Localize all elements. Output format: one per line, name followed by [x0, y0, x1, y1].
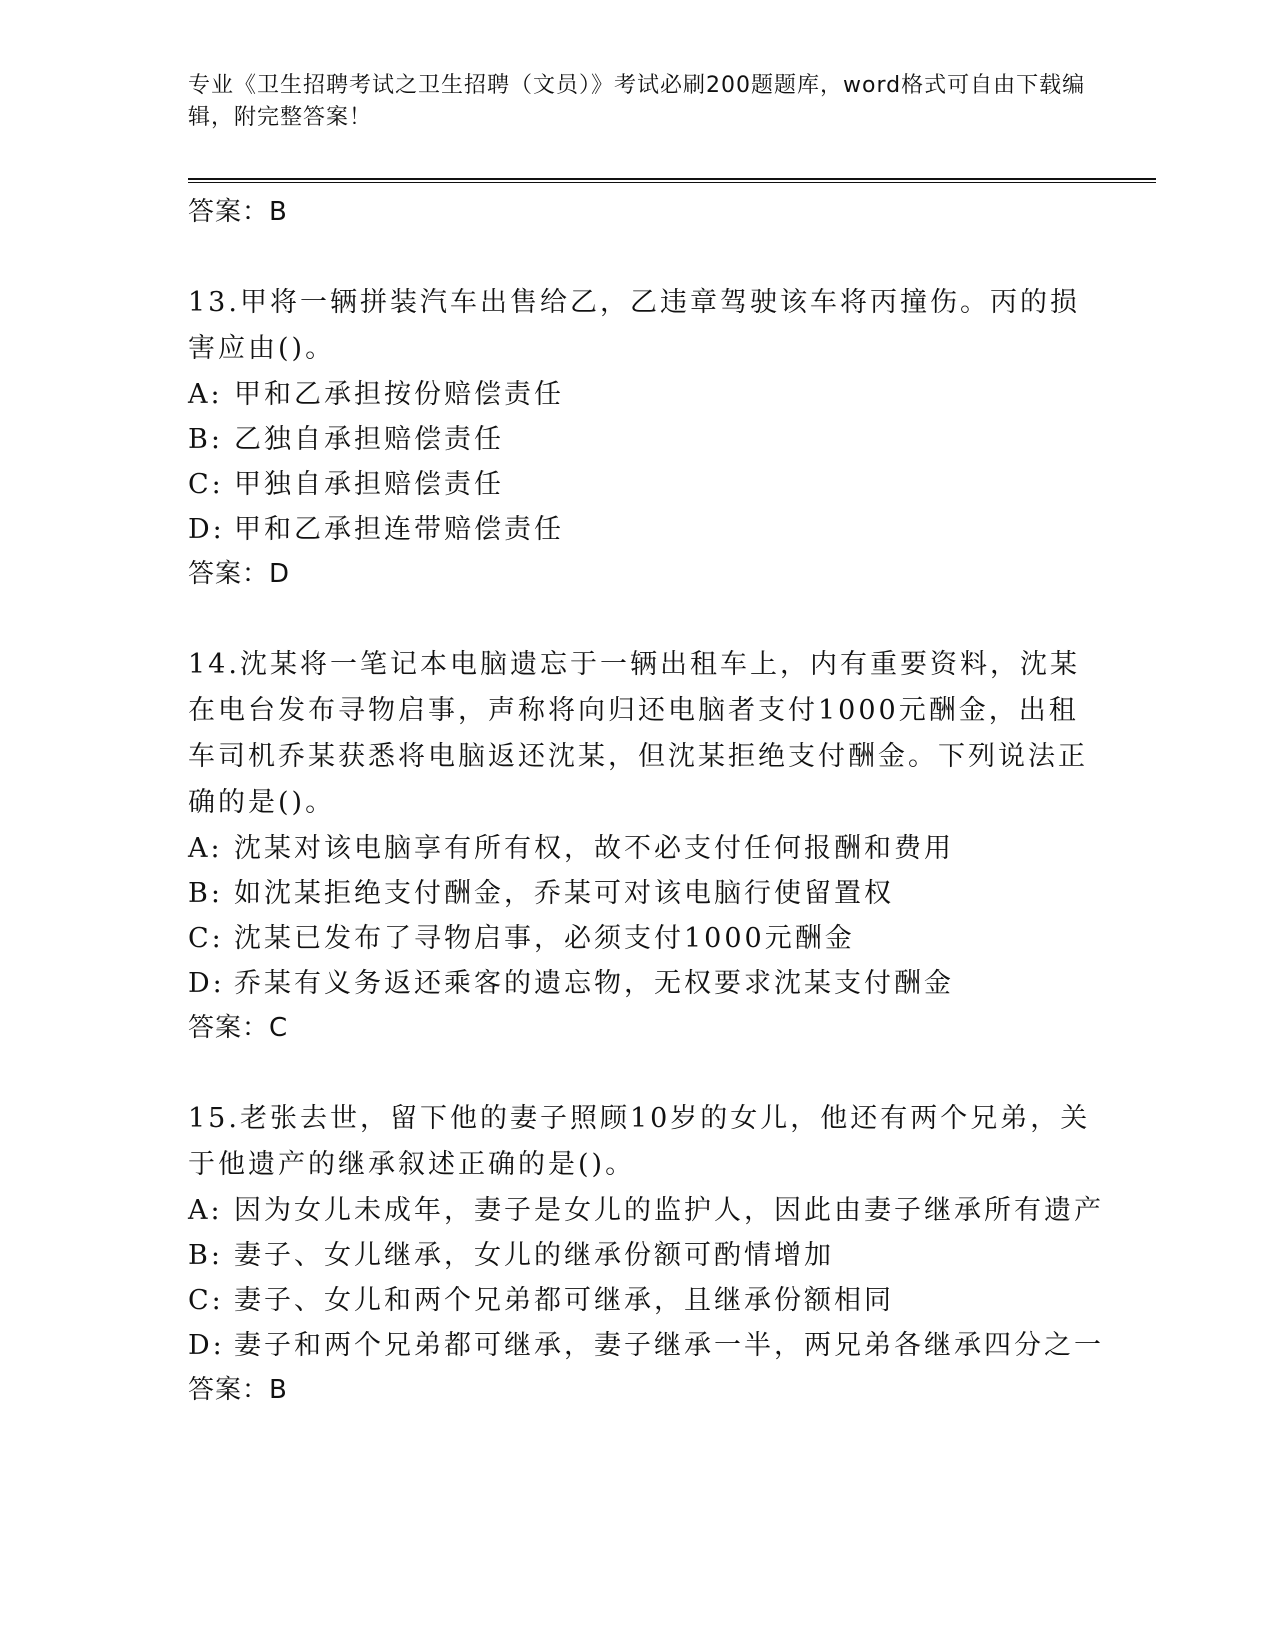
option-letter: C:: [188, 469, 224, 500]
option-d: [188, 507, 1108, 552]
option-letter: A:: [188, 1195, 223, 1226]
option-text: 因为女儿未成年，妻子是女儿的监护人，因此由妻子继承所有遗产: [234, 1195, 1104, 1226]
answer-line: 答案：D: [188, 559, 291, 589]
question-block: [188, 642, 1108, 1050]
option-text: 如沈某拒绝支付酬金，乔某可对该电脑行使留置权: [234, 878, 894, 909]
option-letter: B:: [188, 424, 223, 455]
option-text: 乔某有义务返还乘客的遗忘物，无权要求沈某支付酬金: [234, 968, 954, 999]
option-letter: A:: [188, 379, 223, 410]
option-text: 沈某已发布了寻物启事，必须支付1000元酬金: [234, 923, 855, 954]
option-d: [188, 1323, 1108, 1368]
option-a: [188, 372, 1108, 417]
option-text: 沈某对该电脑享有所有权，故不必支付任何报酬和费用: [234, 833, 954, 864]
option-c: [188, 916, 1108, 961]
option-text: 妻子、女儿和两个兄弟都可继承，且继承份额相同: [234, 1285, 894, 1316]
question-stem: 13.甲将一辆拼装汽车出售给乙，乙违章驾驶该车将丙撞伤。丙的损害应由()。: [188, 287, 1080, 364]
option-letter: D:: [188, 968, 225, 999]
option-text: 妻子和两个兄弟都可继承，妻子继承一半，两兄弟各继承四分之一: [234, 1330, 1104, 1361]
answer-line: 答案：B: [188, 1375, 288, 1405]
question-list: [188, 190, 1108, 1412]
option-c: [188, 462, 1108, 507]
option-d: [188, 961, 1108, 1006]
option-letter: D:: [188, 1330, 225, 1361]
option-c: [188, 1278, 1108, 1323]
answer-line: 答案：B: [188, 197, 288, 227]
page-header: 专业《卫生招聘考试之卫生招聘（文员）》考试必刷200题题库，word格式可自由下载编辑，附完整答案！: [188, 73, 1086, 130]
option-b: [188, 417, 1108, 462]
question-stem: 14.沈某将一笔记本电脑遗忘于一辆出租车上，内有重要资料，沈某在电台发布寻物启事，声称将向归还电脑者支付1000元酬金，出租车司机乔某获悉将电脑返还沈某，但沈某拒绝支付酬金。下列说法正确的是()。: [188, 649, 1088, 818]
header-rule-thin: [188, 182, 1156, 183]
answer-line: 答案：C: [188, 1013, 289, 1043]
option-letter: D:: [188, 514, 225, 545]
question-block: [188, 280, 1108, 596]
option-b: [188, 1233, 1108, 1278]
option-text: 妻子、女儿继承，女儿的继承份额可酌情增加: [234, 1240, 834, 1271]
option-letter: B:: [188, 1240, 223, 1271]
option-text: 乙独自承担赔偿责任: [234, 424, 504, 455]
option-letter: C:: [188, 923, 224, 954]
option-letter: C:: [188, 1285, 224, 1316]
option-text: 甲和乙承担按份赔偿责任: [234, 379, 564, 410]
option-letter: B:: [188, 878, 223, 909]
question-stem: 15.老张去世，留下他的妻子照顾10岁的女儿，他还有两个兄弟，关于他遗产的继承叙述正确的是()。: [188, 1103, 1091, 1180]
option-a: [188, 826, 1108, 871]
option-text: 甲和乙承担连带赔偿责任: [234, 514, 564, 545]
question-block: [188, 1096, 1108, 1412]
option-letter: A:: [188, 833, 223, 864]
option-b: [188, 871, 1108, 916]
option-text: 甲独自承担赔偿责任: [234, 469, 504, 500]
header-rule-thick: [188, 178, 1156, 180]
option-a: [188, 1188, 1108, 1233]
